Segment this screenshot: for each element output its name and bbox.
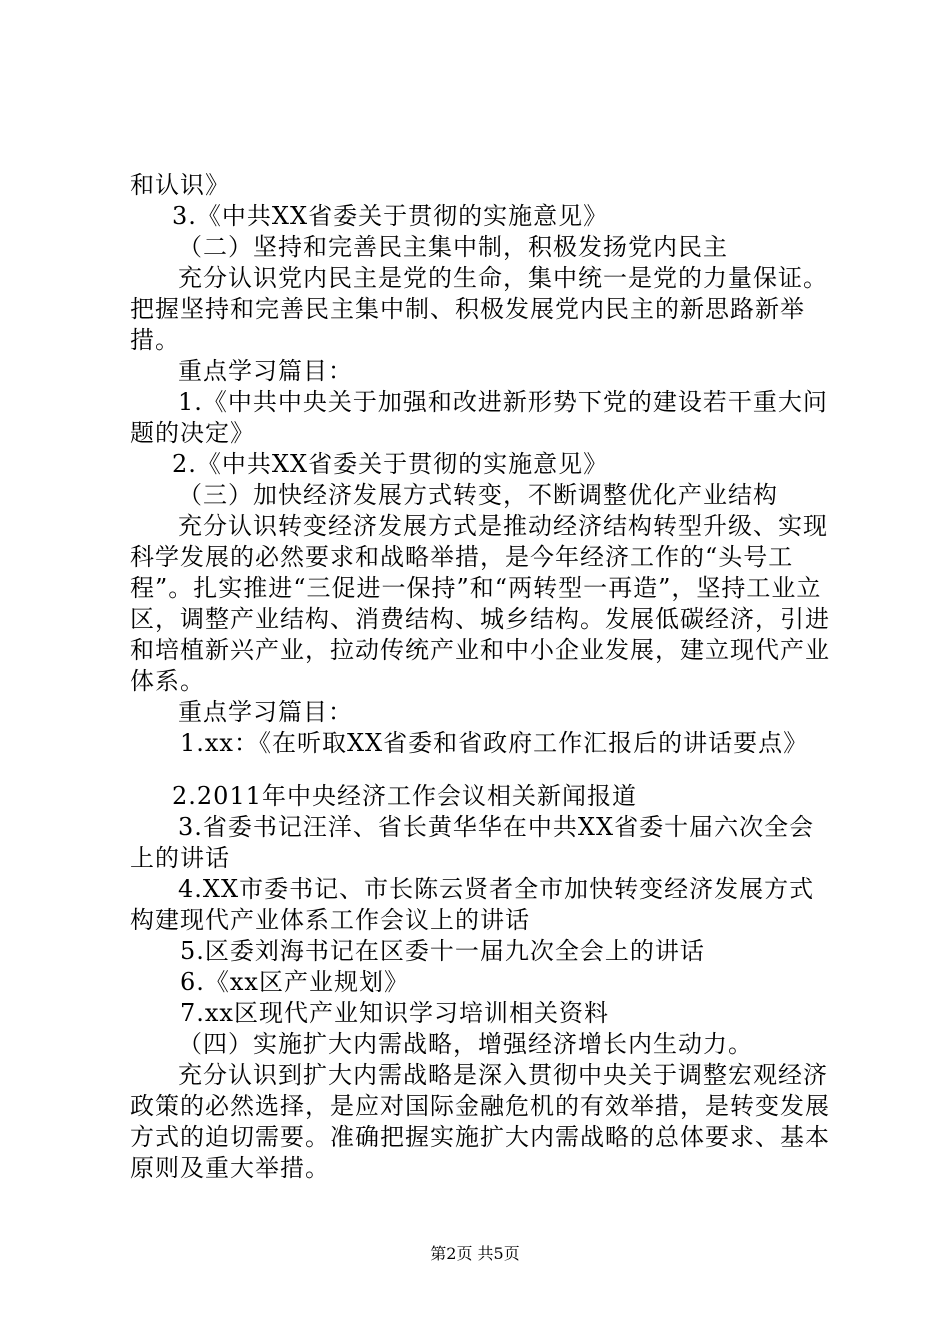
list-item: 4.XX市委书记、市长陈云贤者全市加快转变经济发展方式构建现代产业体系工作会议上的讲话 [130,875,815,934]
list-item: 1.《中共中央关于加强和改进新形势下党的建设若干重大问题的决定》 [130,388,828,447]
list-item: 2.2011年中央经济工作会议相关新闻报道 [172,782,637,810]
spacer [130,759,830,781]
subheading: 重点学习篇目： [178,698,353,726]
list-item: 2.《中共XX省委关于贯彻的实施意见》 [172,450,609,478]
list-item: 3.《中共XX省委关于贯彻的实施意见》 [172,202,609,230]
section-heading: （二）坚持和完善民主集中制，积极发扬党内民主 [178,233,728,261]
list-item: 7.xx区现代产业知识学习培训相关资料 [180,999,609,1027]
list-item: 1.xx：《在听取XX省委和省政府工作汇报后的讲话要点》 [180,729,809,757]
document-body [130,170,830,1184]
list-item: 6.《xx区产业规划》 [180,968,409,996]
list-item: 3.省委书记汪洋、省长黄华华在中共XX省委十届六次全会上的讲话 [130,813,815,872]
paragraph: 充分认识转变经济发展方式是推动经济结构转型升级、实现科学发展的必然要求和战略举措，是今年经济工作的“头号工程”。扎实推进“三促进一保持”和“两转型一再造”，坚持工业立区，调整产业结构、消费结构、城乡结构。发展低碳经济，引进和培植新兴产业，拉动传统产业和中小企业发展，建立现代产业体系。 [130,512,830,695]
paragraph: 和认识》 [130,171,230,199]
list-item: 5.区委刘海书记在区委十一届九次全会上的讲话 [180,937,705,965]
paragraph: 充分认识到扩大内需战略是深入贯彻中央关于调整宏观经济政策的必然选择，是应对国际金融危机的有效举措，是转变发展方式的迫切需要。准确把握实施扩大内需战略的总体要求、基本原则及重大举措。 [130,1061,830,1182]
section-heading: （三）加快经济发展方式转变，不断调整优化产业结构 [178,481,778,509]
section-heading: （四）实施扩大内需战略，增强经济增长内生动力。 [178,1030,753,1058]
paragraph: 充分认识党内民主是党的生命，集中统一是党的力量保证。把握坚持和完善民主集中制、积极发展党内民主的新思路新举措。 [130,264,828,354]
subheading: 重点学习篇目： [178,357,353,385]
page-number-footer: 第2页 共5页 [430,1244,520,1263]
